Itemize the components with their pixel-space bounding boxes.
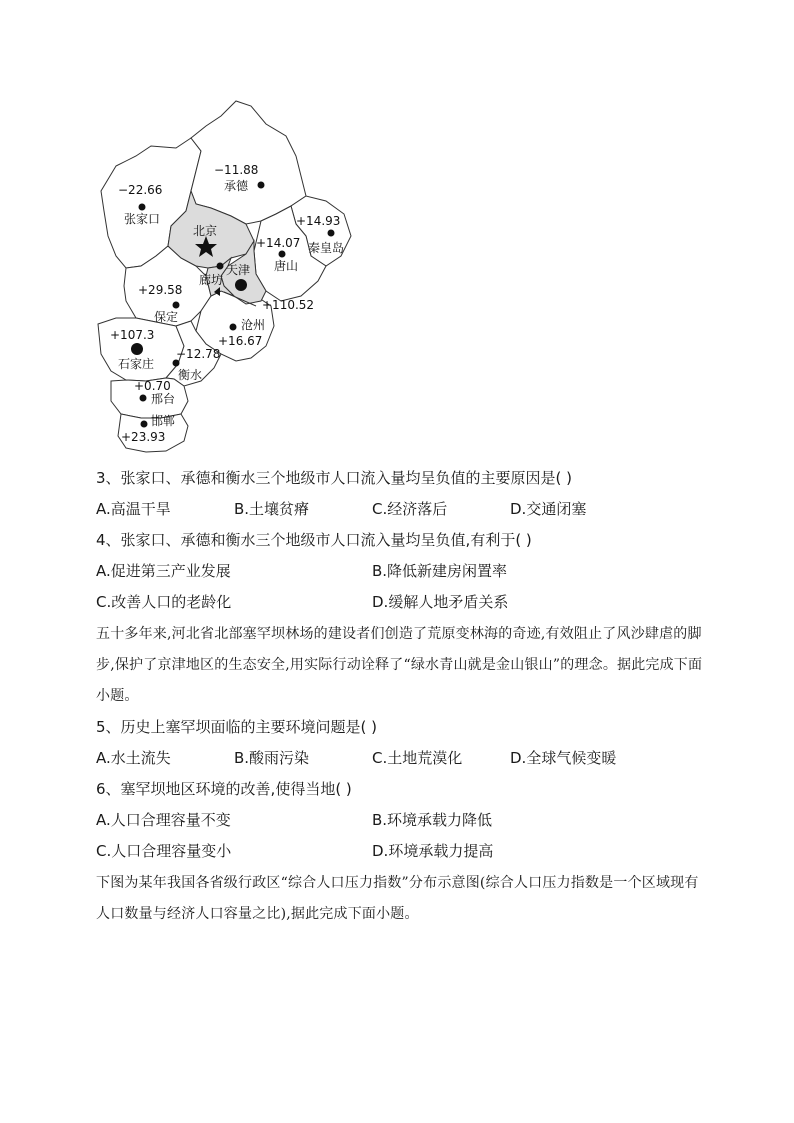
q3-option-c[interactable]: C.经济落后 [372,500,448,518]
q4-option-a[interactable]: A.促进第三产业发展 [96,562,231,580]
label-baoding-value: +29.58 [138,283,183,297]
q5-stem: 5、历史上塞罕坝面临的主要环境问题是( ) [96,718,378,736]
q6-option-c[interactable]: C.人口合理容量变小 [96,842,232,860]
q5-option-c[interactable]: C.土地荒漠化 [372,749,463,767]
dot-chengde [258,182,265,189]
q6-option-d[interactable]: D.环境承载力提高 [372,842,494,860]
q4-option-b[interactable]: B.降低新建房闲置率 [372,562,508,580]
dot-zhangjiakou [139,204,146,211]
label-hengshui-value: −12.78 [176,347,221,361]
label-xingtai: 邢台 [151,392,176,406]
dot-xingtai [140,395,147,402]
q5-option-d[interactable]: D.全球气候变暖 [510,749,617,767]
label-chengde: 承德 [224,179,249,193]
hebei-population-map [96,96,366,458]
dot-handan [141,421,148,428]
q4-option-d[interactable]: D.缓解人地矛盾关系 [372,593,509,611]
label-shijiazhuang: 石家庄 [118,357,155,371]
passage-population-pressure: 下图为某年我国各省级行政区“综合人口压力指数”分布示意图(综合人口压力指数是一个区域现有人口数量与经济人口容量之比),据此完成下面小题。 [96,875,699,922]
label-tangshan: 唐山 [274,259,299,273]
label-zhangjiakou: 张家口 [124,212,161,226]
dot-shijiazhuang [131,343,143,355]
label-cangzhou: 沧州 [241,318,266,332]
dot-baoding [173,302,180,309]
dot-langfang [217,263,224,270]
passage-saihanba: 五十多年来,河北省北部塞罕坝林场的建设者们创造了荒原变林海的奇迹,有效阻止了风沙肆虐的脚步,保护了京津地区的生态安全,用实际行动诠释了“绿水青山就是金山银山”的理念。据此完成下面小题。 [96,626,703,704]
label-cangzhou-value: +16.67 [218,334,263,348]
q6-option-b[interactable]: B.环境承载力降低 [372,811,493,829]
label-qinhuangdao: 秦皇岛 [308,241,345,255]
q4-stem: 4、张家口、承德和衡水三个地级市人口流入量均呈负值,有利于( ) [96,531,532,549]
map-svg [96,96,366,458]
label-chengde-value: −11.88 [214,163,259,177]
dot-tianjin [235,279,247,291]
label-handan-value: +23.93 [121,430,166,444]
q4-option-c[interactable]: C.改善人口的老龄化 [96,593,232,611]
label-xingtai-value: +0.70 [134,379,171,393]
label-tianjin-value: +110.52 [262,298,315,312]
q5-option-b[interactable]: B.酸雨污染 [234,749,310,767]
q3-option-b[interactable]: B.土壤贫瘠 [234,500,310,518]
label-shijiazhuang-value: +107.3 [110,328,155,342]
label-langfang: 廊坊 [199,273,224,287]
label-baoding: 保定 [154,310,179,324]
label-tangshan-value: +14.07 [256,236,301,250]
dot-tangshan [279,251,286,258]
label-beijing: 北京 [193,224,218,238]
q3-option-d[interactable]: D.交通闭塞 [510,500,587,518]
q3-stem: 3、张家口、承德和衡水三个地级市人口流入量均呈负值的主要原因是( ) [96,469,573,487]
label-qinhuangdao-value: +14.93 [296,214,341,228]
label-zhangjiakou-value: −22.66 [118,183,163,197]
dot-cangzhou [230,324,237,331]
q6-option-a[interactable]: A.人口合理容量不变 [96,811,231,829]
label-hengshui: 衡水 [178,368,203,382]
q5-option-a[interactable]: A.水土流失 [96,749,171,767]
label-handan: 邯郸 [151,414,176,428]
dot-qinhuangdao [328,230,335,237]
q3-option-a[interactable]: A.高温干旱 [96,500,171,518]
q6-stem: 6、塞罕坝地区环境的改善,使得当地( ) [96,780,352,798]
label-tianjin: 天津 [226,263,251,277]
